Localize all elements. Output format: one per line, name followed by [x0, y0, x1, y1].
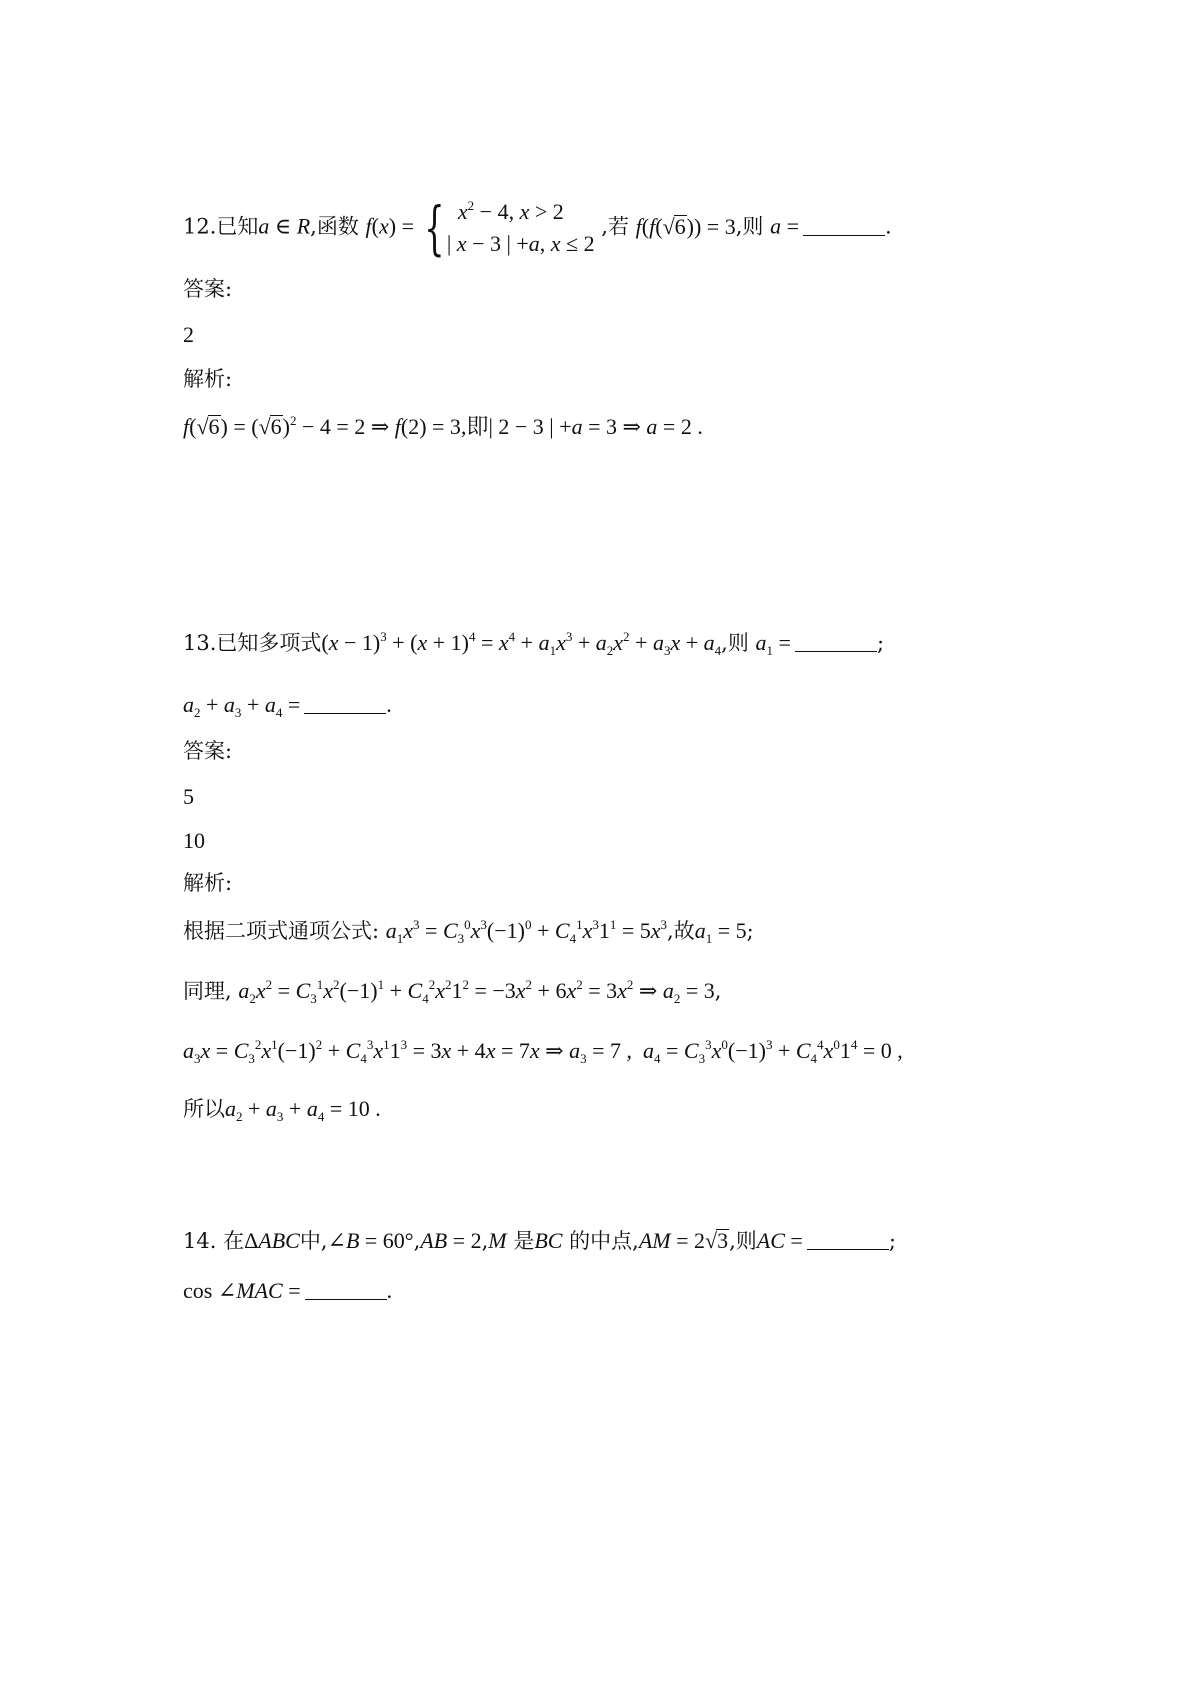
q13-stem-2: $a_2 + a_3 + a_4$ = . [183, 692, 392, 720]
q13-answer-1: 5 [183, 784, 194, 809]
q13-solution-4: 所以$a_2 + a_3 + a_4 = 10$ . [183, 1096, 381, 1124]
answer-blank [305, 1279, 387, 1300]
q14-stem-2: cos ∠MAC = . [183, 1278, 393, 1303]
q13-solution-1: 根据二项式通项公式: $a_1x^3 = C_3^0x^3(-1)^0 + C_4^1x^31^1 = 5x^3$,故$a_1 = 5$; [183, 917, 754, 946]
q12-analysis-label: 解析: [183, 367, 233, 391]
q12-answer: 2 [183, 322, 194, 347]
q13-number: 13. [183, 631, 217, 655]
answer-blank [304, 693, 386, 714]
q12-stem: 12.已知a ∈ R,函数 f(x) = { $x^2 - 4$, x > 2 | x − 3 | +a, x ≤ 2 ,若 f(f(√6)) = 3,则 a = . [183, 194, 892, 262]
q13-answer-label: 答案: [183, 739, 233, 763]
q12-number: 12. [183, 214, 217, 239]
q13-answer-2: 10 [183, 828, 205, 853]
q13-analysis-label: 解析: [183, 871, 233, 895]
answer-blank [803, 215, 885, 236]
q14-number: 14. [183, 1229, 217, 1253]
piecewise-function: { $x^2 - 4$, x > 2 | x − 3 | +a, x ≤ 2 [424, 194, 595, 262]
q12-answer-label: 答案: [183, 277, 233, 301]
q13-solution-2: 同理, $a_2x^2 = C_3^1x^2(-1)^1 + C_4^2x^21^2 = -3x^2 + 6x^2 = 3x^2$ ⇒ $a_2 = 3$, [183, 977, 722, 1006]
q14-stem: 14. 在ΔABC中,∠B = 60°,AB = 2,M 是BC 的中点,AM = 2√3,则AC = ; [183, 1228, 896, 1253]
answer-blank [807, 1229, 889, 1250]
answer-blank [795, 631, 877, 652]
q12-solution: $f(√6) = (√6)^2 - 4 = 2$ ⇒ f(2) = 3,即| 2 − 3 | +a = 3 ⇒ a = 2 . [183, 413, 703, 439]
q13-stem: 13.已知多项式$(x - 1)^3 + (x + 1)^4 = x^4 + a_1x^3 + a_2x^2 + a_3x + a_4$,则 $a_1$ = ; [183, 629, 885, 658]
q13-solution-3: $a_3x = C_3^2x^1(-1)^2 + C_4^3x^11^3 = 3x + 4x = 7x$ ⇒ $a_3 = 7$ , $a_4 = C_3^3x^0(-1)^3 + C_4^4x^01^4 = 0$ , [183, 1037, 903, 1066]
